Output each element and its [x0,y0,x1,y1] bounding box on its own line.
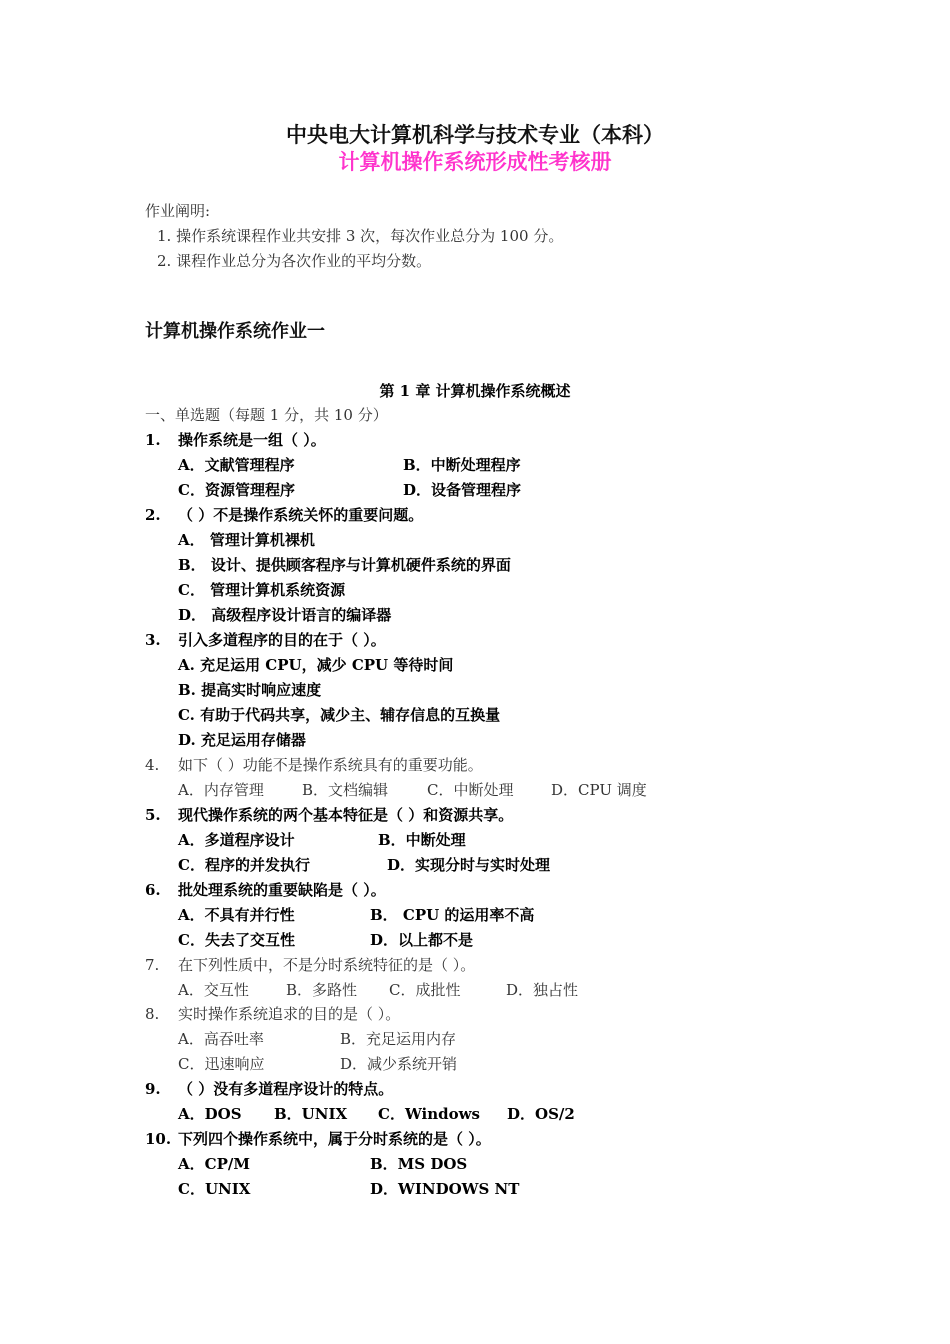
question-text: 如下（ ）功能不是操作系统具有的重要功能。 [178,756,483,774]
question-text: 在下列性质中，不是分时系统特征的是（ ）。 [178,956,476,974]
option: D. 充足运用存储器 [178,731,306,749]
option: A．高吞吐率 [178,1030,264,1048]
option: C．失去了交互性 [178,931,295,949]
option: B．充足运用内存 [340,1030,457,1048]
document-title: 中央电大计算机科学与技术专业（本科） [286,123,664,147]
option: B．多路性 [286,981,358,999]
option: D． 高级程序设计语言的编译器 [178,606,392,624]
option: A．CP/M [178,1155,250,1173]
document-subtitle: 计算机操作系统形成性考核册 [338,150,612,174]
question-text: 实时操作系统追求的目的是（ ）。 [178,1005,401,1023]
option: A． 管理计算机裸机 [178,531,315,549]
option: D．OS/2 [507,1105,575,1123]
option: B．MS DOS [370,1155,468,1173]
option: A．内存管理 [178,781,264,799]
option: C．成批性 [389,981,461,999]
question-number: 2. [145,506,161,524]
question-number: 9. [145,1080,161,1098]
option: B．文档编辑 [302,781,389,799]
question-number: 5. [145,806,161,824]
part-heading: 一、单选题（每题 1 分，共 10 分） [145,406,388,424]
option: A．多道程序设计 [178,831,295,849]
notes-item: 2. 课程作业总分为各次作业的平均分数。 [157,252,432,270]
option: B. 提高实时响应速度 [178,681,322,699]
question-text: 引入多道程序的目的在于（ ）。 [178,631,386,649]
option: B．中断处理程序 [403,456,521,474]
option: A．不具有并行性 [178,906,295,924]
option: B． CPU 的运用率不高 [370,906,535,924]
question-number: 3. [145,631,161,649]
option: C．中断处理 [427,781,514,799]
question-number: 1. [145,431,161,449]
option: C． 管理计算机系统资源 [178,581,346,599]
option: C. 有助于代码共享，减少主、辅存信息的互换量 [178,706,501,724]
option: C．Windows [378,1105,480,1123]
option: D．实现分时与实时处理 [387,856,551,874]
option: C．迅速响应 [178,1055,265,1073]
question-text: 现代操作系统的两个基本特征是（ ）和资源共享。 [178,806,514,824]
question-text: （ ）不是操作系统关怀的重要问题。 [178,506,424,524]
option: A．DOS [178,1105,242,1123]
notes-item: 1. 操作系统课程作业共安排 3 次，每次作业总分为 100 分。 [157,227,564,245]
question-text: 下列四个操作系统中，属于分时系统的是（ ）。 [178,1130,491,1148]
option: D．以上都不是 [370,931,474,949]
question-text: 批处理系统的重要缺陷是（ ）。 [178,881,386,899]
option: B． 设计、提供顾客程序与计算机硬件系统的界面 [178,556,511,574]
option: C．程序的并发执行 [178,856,310,874]
chapter-title: 第 1 章 计算机操作系统概述 [379,382,571,400]
option: C．资源管理程序 [178,481,295,499]
question-number: 4. [145,756,160,774]
option: B．中断处理 [378,831,466,849]
option: D．WINDOWS NT [370,1180,520,1198]
option: D．独占性 [506,981,579,999]
option: A．文献管理程序 [178,456,295,474]
question-text: （ ）没有多道程序设计的特点。 [178,1080,394,1098]
question-number: 10. [145,1130,172,1148]
option: B．UNIX [274,1105,348,1123]
option: D．设备管理程序 [403,481,522,499]
option: A．交互性 [178,981,249,999]
section-title: 计算机操作系统作业一 [145,321,325,342]
question-number: 8. [145,1005,160,1023]
question-text: 操作系统是一组（ ）。 [178,431,326,449]
option: D．减少系统开销 [340,1055,458,1073]
question-number: 7. [145,956,160,974]
notes-heading: 作业阐明: [145,202,211,220]
question-number: 6. [145,881,161,899]
option: D．CPU 调度 [551,781,647,799]
option: C．UNIX [178,1180,251,1198]
option: A. 充足运用 CPU，减少 CPU 等待时间 [178,656,454,674]
